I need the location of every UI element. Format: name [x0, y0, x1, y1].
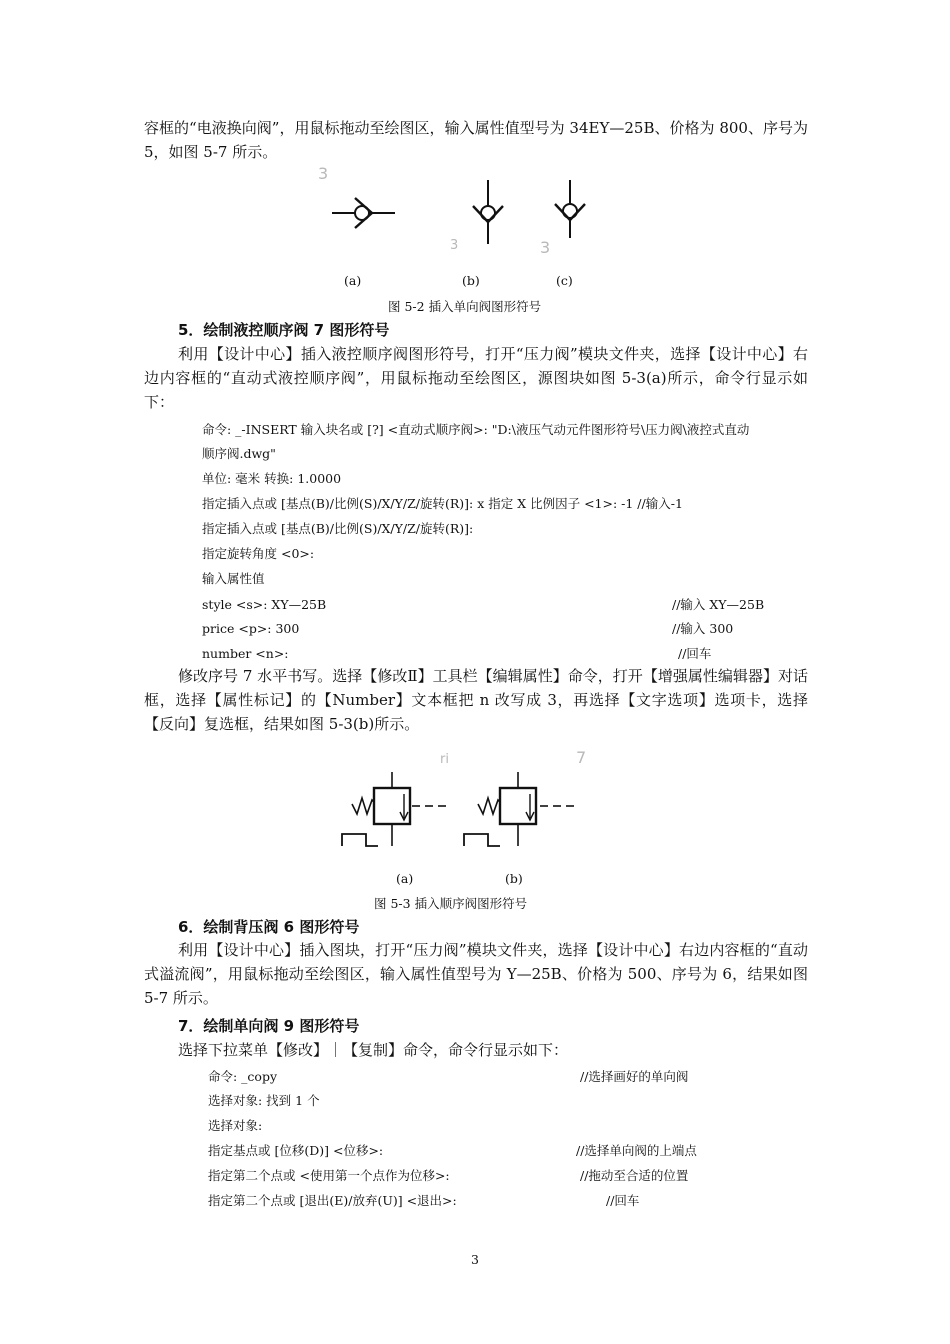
section-7-heading: 7．绘制单向阀 9 图形符号	[178, 1017, 360, 1035]
cmd-line: 顺序阀.dwg"	[202, 446, 276, 461]
cmd-comment: //回车	[678, 646, 712, 661]
cmd-comment: //回车	[606, 1193, 640, 1208]
ghost-mark-2: 3	[450, 238, 459, 253]
cmd-line: 指定第二个点或 <使用第一个点作为位移>:	[208, 1168, 450, 1183]
sequence-valve-symbols-figure	[336, 768, 586, 852]
fig52-sub-a: (a)	[344, 273, 362, 288]
cmd-line: 命令: _-INSERT 输入块名或 [?] <直动式顺序阀>: "D:\液压气动元件图形符号\压力阀\液控式直动	[202, 422, 750, 437]
section-6-paragraph: 利用【设计中心】插入图块，打开“压力阀”模块文件夹，选择【设计中心】右边内容框的“直动式溢流阀”，用鼠标拖动至绘图区，输入属性值型号为 Y—25B、价格为 500、序号为 6，结果如图 5-7 所示。	[144, 941, 808, 1007]
section-5-paragraph-2: 修改序号 7 水平书写。选择【修改Ⅱ】工具栏【编辑属性】命令，打开【增强属性编辑器】对话框，选择【属性标记】的【Number】文本框把 n 改写成 3，再选择【文字选项】选项卡，选择【反向】复选框，结果如图 5-3(b)所示。	[144, 667, 808, 733]
cmd-comment: //选择画好的单向阀	[580, 1069, 689, 1084]
cmd-line: 指定基点或 [位移(D)] <位移>:	[208, 1143, 384, 1158]
cmd-comment: //输入 XY—25B	[672, 597, 765, 612]
cmd-line: 单位: 毫米 转换: 1.0000	[202, 471, 342, 486]
section-5-heading: 5．绘制液控顺序阀 7 图形符号	[178, 321, 390, 339]
fig52-sub-b: (b)	[462, 273, 480, 288]
cmd-line: 选择对象:	[208, 1118, 263, 1133]
fig52-caption: 图 5-2 插入单向阀图形符号	[388, 299, 542, 314]
fig52-sub-c: (c)	[556, 273, 573, 288]
fig53-caption: 图 5-3 插入顺序阀图形符号	[374, 896, 528, 911]
page-number: 3	[471, 1252, 479, 1267]
section-7-paragraph: 选择下拉菜单【修改】｜【复制】命令，命令行显示如下：	[178, 1041, 569, 1059]
cmd-line: price <p>: 300	[202, 621, 300, 636]
cmd-line: 选择对象: 找到 1 个	[208, 1093, 320, 1108]
cmd-comment: //选择单向阀的上端点	[576, 1143, 697, 1158]
ghost-mark-4: ri	[440, 752, 449, 767]
fig53-sub-a: (a)	[396, 871, 414, 886]
cmd-line: 指定插入点或 [基点(B)/比例(S)/X/Y/Z/旋转(R)]: x 指定 X 比例因子 <1>: -1 //输入-1	[202, 496, 683, 511]
cmd-line: 指定插入点或 [基点(B)/比例(S)/X/Y/Z/旋转(R)]:	[202, 521, 474, 536]
section-6-heading: 6．绘制背压阀 6 图形符号	[178, 918, 360, 936]
fig53-sub-b: (b)	[505, 871, 523, 886]
cmd-line: 输入属性值	[202, 571, 265, 586]
ghost-mark-1: 3	[318, 164, 329, 183]
cmd-line: style <s>: XY—25B	[202, 597, 327, 612]
cmd-comment: //拖动至合适的位置	[580, 1168, 689, 1183]
cmd-line: number <n>:	[202, 646, 289, 661]
intro-paragraph: 容框的“电液换向阀”，用鼠标拖动至绘图区，输入属性值型号为 34EY—25B、价格为 800、序号为 5，如图 5-7 所示。	[144, 119, 808, 161]
cmd-line: 指定第二个点或 [退出(E)/放弃(U)] <退出>:	[208, 1193, 457, 1208]
ghost-mark-3: 3	[540, 238, 551, 257]
ghost-mark-5: 7	[576, 748, 587, 767]
check-valve-symbols-figure	[320, 176, 610, 262]
cmd-comment: //输入 300	[672, 621, 734, 636]
cmd-line: 命令: _copy	[208, 1069, 278, 1084]
cmd-line: 指定旋转角度 <0>:	[202, 546, 315, 561]
section-5-paragraph: 利用【设计中心】插入液控顺序阀图形符号，打开“压力阀”模块文件夹，选择【设计中心】右边内容框的“直动式液控顺序阀”，用鼠标拖动至绘图区，源图块如图 5-3(a)所示，命令行显示如下：	[144, 345, 808, 411]
